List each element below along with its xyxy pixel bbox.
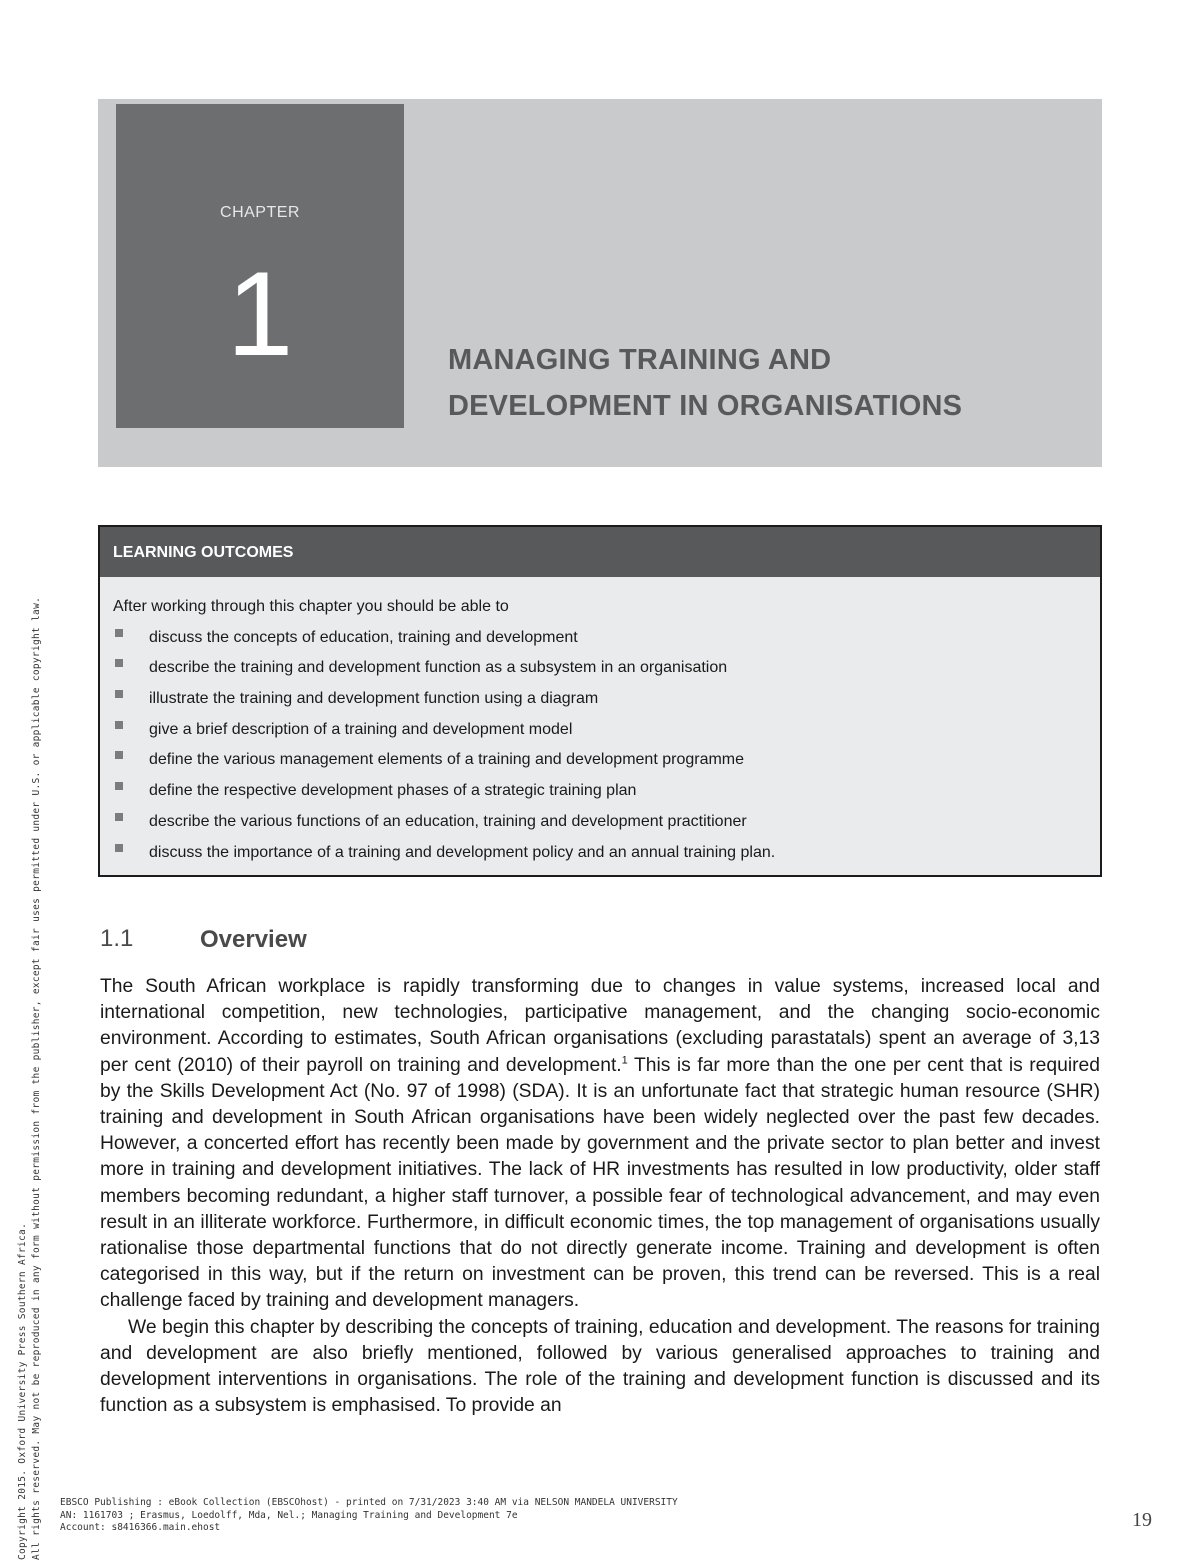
learning-outcomes-intro: After working through this chapter you should be able to — [113, 598, 509, 615]
copyright-line: All rights reserved. May not be reproduced in any form without permission from the publisher, except fair uses permitted under U.S. or applicable copyright law. — [31, 596, 42, 1560]
paragraph-text: The South African workplace is rapidly transforming due to changes in value systems, increased local and international competition, new technologies, participative management, and the changing socio-economic environment. According to estimates, South African organisations (excluding parastatals) spent an average of 3,13 per cent (2010) of their payroll on training and development. — [100, 976, 1100, 1076]
learning-outcomes-box — [98, 525, 1102, 877]
paragraph-text: This is far more than the one per cent that is required by the Skills Development Act (No. 97 of 1998) (SDA). It is an unfortunate fact that strategic human resource (SHR) training and development in South African organisations have been widely neglected over the past few decades. However, a concerted effort has recently been made by government and the private sector to plan better and invest more in training and development initiatives. The lack of HR investments has resulted in low productivity, older staff members becoming redundant, a higher staff turnover, a possible fear of technological advancement, and may even result in an illiterate workforce. Furthermore, in difficult economic times, the top management of organisations usually rationalise those departmental functions that do not directly generate income. Training and development is often categorised in this way, but if the return on investment can be proven, this trend can be reversed. This is a real challenge faced by training and development managers. — [100, 1054, 1101, 1312]
chapter-title — [448, 337, 1088, 429]
outcome-text: illustrate the training and development function using a diagram — [149, 690, 599, 708]
ebsco-footer — [60, 1497, 678, 1535]
square-bullet-icon — [115, 690, 123, 698]
section-heading — [100, 922, 700, 958]
chapter-number-box — [116, 104, 404, 428]
chapter-number: 1 — [226, 247, 294, 381]
chapter-title-line1: MANAGING TRAINING AND — [448, 344, 832, 376]
side-copyright-notice — [16, 400, 44, 1560]
outcome-text: discuss the concepts of education, training and development — [149, 628, 578, 646]
footer-line: AN: 1161703 ; Erasmus, Loedolff, Mda, Nel.; Managing Training and Development 7e — [60, 1509, 518, 1521]
footer-line: EBSCO Publishing : eBook Collection (EBSCOhost) - printed on 7/31/2023 3:40 AM via NELSON MANDELA UNIVERSITY — [60, 1497, 678, 1508]
outcome-item — [113, 658, 1100, 678]
outcome-text: discuss the importance of a training and development policy and an annual training plan. — [149, 843, 776, 861]
outcome-item — [113, 781, 1100, 801]
square-bullet-icon — [115, 659, 123, 667]
outcome-text: define the various management elements of a training and development programme — [149, 751, 745, 769]
chapter-label: CHAPTER — [220, 204, 300, 221]
section-title: Overview — [200, 926, 307, 953]
page-number: 19 — [1132, 1509, 1152, 1531]
square-bullet-icon — [115, 782, 123, 790]
learning-outcomes-header: LEARNING OUTCOMES — [100, 527, 1100, 577]
body-text — [100, 974, 1100, 1419]
outcome-text: give a brief description of a training and development model — [149, 720, 573, 738]
square-bullet-icon — [115, 721, 123, 729]
square-bullet-icon — [115, 629, 123, 637]
outcome-item — [113, 843, 1100, 863]
outcome-item — [113, 628, 1100, 648]
square-bullet-icon — [115, 751, 123, 759]
square-bullet-icon — [115, 844, 123, 852]
outcome-item — [113, 750, 1100, 770]
outcome-text: define the respective development phases of a strategic training plan — [149, 782, 637, 800]
outcome-item — [113, 689, 1100, 709]
outcome-text: describe the various functions of an education, training and development practitioner — [149, 812, 747, 830]
paragraph — [100, 974, 1100, 1315]
square-bullet-icon — [115, 813, 123, 821]
copyright-line: Copyright 2015. Oxford University Press Southern Africa. — [17, 1222, 28, 1560]
chapter-title-line2: DEVELOPMENT IN ORGANISATIONS — [448, 390, 963, 422]
section-number: 1.1 — [100, 925, 134, 952]
footnote-reference[interactable]: 1 — [621, 1054, 628, 1067]
learning-outcomes-list — [100, 628, 1100, 863]
paragraph: We begin this chapter by describing the concepts of training, education and development. The reasons for training and development are also briefly mentioned, followed by various generalised approaches to training and development interventions in organisations. The role of the training and development function is discussed and its function as a subsystem is emphasised. To provide an — [100, 1316, 1100, 1417]
outcome-text: describe the training and development function as a subsystem in an organisation — [149, 659, 728, 677]
outcome-item — [113, 720, 1100, 740]
footer-line: Account: s8416366.main.ehost — [60, 1522, 221, 1533]
outcome-item — [113, 812, 1100, 832]
